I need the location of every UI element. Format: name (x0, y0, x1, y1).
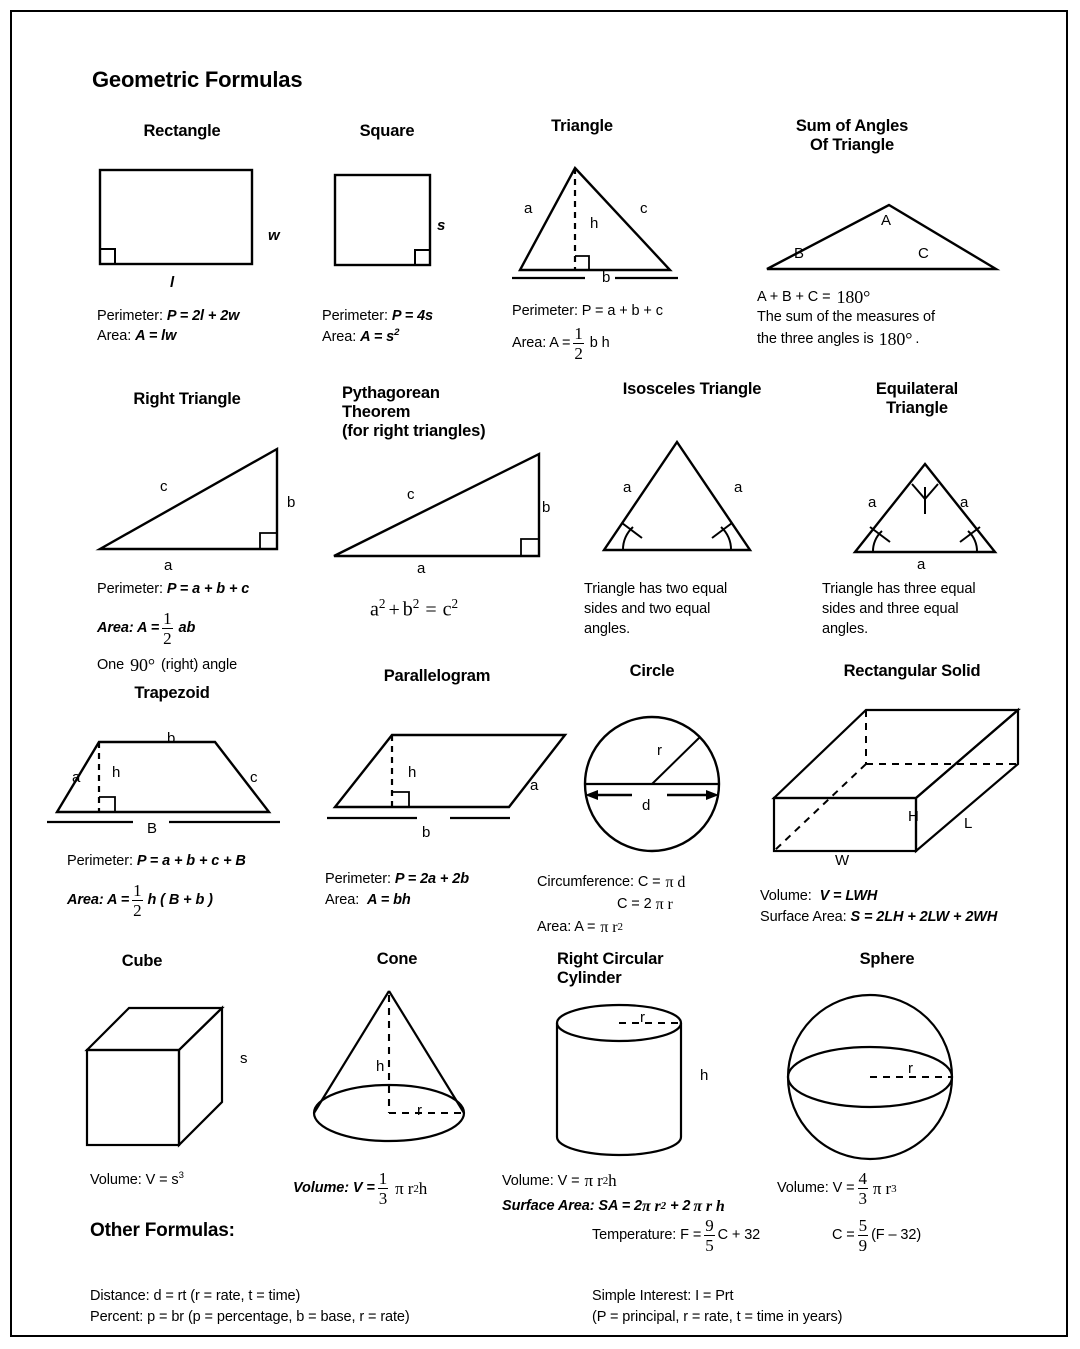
cylinder-volume-exponent: 2 (602, 1174, 609, 1187)
sum-of-angles-note-value: 180° (878, 329, 913, 349)
sphere-volume (777, 1170, 897, 1208)
cone-volume-exponent: 2 (413, 1182, 419, 1195)
sphere-volume-label: Volume: V = (777, 1180, 855, 1197)
square-perimeter-formula: P = 4s (391, 308, 434, 324)
sphere-volume-fraction (857, 1170, 869, 1208)
pythagorean-label-b: b (542, 499, 551, 516)
parallelogram-perimeter (325, 870, 469, 889)
circle-figure (572, 712, 742, 862)
trapezoid-perimeter-formula: P = a + b + c + B (136, 853, 246, 869)
sphere-figure (777, 987, 967, 1167)
cylinder-volume-label: Volume: V = (502, 1172, 580, 1189)
rectangular-solid-heading: Rectangular Solid (843, 662, 981, 680)
equilateral-heading (802, 380, 1032, 418)
circle-circumference2-value: π r (655, 896, 673, 913)
sum-of-angles-note-suffix: . (915, 331, 920, 348)
right-triangle-perimeter-text: Perimeter: (97, 581, 167, 597)
trapezoid-perimeter-text: Perimeter: (67, 853, 137, 869)
rectangle-figure (97, 167, 277, 277)
cylinder-volume-value: π r (584, 1171, 603, 1190)
trapezoid-area-fraction (131, 882, 143, 920)
sum-of-angles-equation-value: 180° (836, 287, 871, 307)
square-area-formula: A = s (360, 328, 395, 345)
rect-solid-sa-formula: S = 2LH + 2LW + 2WH (850, 909, 998, 925)
right-triangle-perimeter (97, 580, 249, 599)
pythagorean-heading (342, 384, 592, 441)
square-area (322, 327, 399, 347)
rectangle-area-formula: A = lw (135, 328, 177, 344)
equilateral-note-3: angles. (822, 621, 869, 637)
right-triangle-area-suffix: ab (178, 620, 196, 637)
cube-volume-exponent: 3 (178, 1170, 184, 1181)
sum-of-angles-heading-line2: Of Triangle (810, 136, 894, 155)
parallelogram-heading: Parallelogram (383, 667, 491, 685)
circle-circumference2-label: C = 2 (617, 895, 652, 912)
pythagorean-heading-line3: (for right triangles) (342, 422, 486, 441)
cube-volume (90, 1170, 184, 1190)
triangle-area-fraction (572, 325, 584, 363)
square-perimeter-label: Perimeter: (322, 308, 388, 324)
right-triangle-frac-numerator: 1 (163, 609, 172, 628)
cylinder-sa-prefix: Surface Area: SA = 2 (502, 1197, 642, 1214)
triangle-area-label: Area: A = (512, 335, 571, 352)
triangle-heading: Triangle (551, 117, 613, 135)
trapezoid-perimeter (67, 852, 246, 871)
cone-label-h: h (376, 1058, 385, 1075)
square-perimeter (322, 307, 433, 326)
equilateral-figure (837, 452, 1027, 562)
right-triangle-area-label: Area: A = (97, 620, 160, 637)
cone-figure (297, 977, 497, 1152)
rectangle-perimeter-formula: P = 2l + 2w (166, 308, 240, 324)
right-triangle-note (97, 654, 237, 678)
triangle-figure (510, 160, 700, 285)
equilateral-note-1: Triangle has three equal (822, 581, 976, 597)
celsius-frac-numerator: 5 (858, 1216, 868, 1235)
temperature-frac-numerator: 9 (705, 1216, 714, 1235)
trapezoid-label-c: c (250, 769, 258, 786)
right-triangle-figure (95, 437, 305, 557)
sphere-frac-numerator: 4 (858, 1169, 867, 1188)
right-triangle-label-a: a (164, 557, 173, 574)
rectangular-solid-volume (760, 887, 877, 906)
square-heading: Square (359, 122, 415, 140)
circle-heading: Circle (629, 662, 675, 680)
distance-formula: Distance: d = rt (r = rate, t = time) (90, 1288, 301, 1304)
right-triangle-perimeter-formula: P = a + b + c (166, 581, 250, 597)
cylinder-volume (502, 1170, 617, 1192)
parallelogram-area-formula: A = bh (363, 892, 411, 908)
pythagorean-eq-plus: + (388, 598, 400, 621)
simple-interest-formula: Simple Interest: I = Prt (592, 1288, 734, 1304)
triangle-perimeter: Perimeter: P = a + b + c (512, 303, 663, 319)
parallelogram-label-b: b (422, 824, 431, 841)
cone-volume-tail: h (418, 1178, 428, 1198)
sum-of-angles-label-C: C (918, 245, 929, 262)
cylinder-sa-tail: + 2 (670, 1197, 691, 1214)
circle-label-r: r (657, 742, 662, 759)
sphere-frac-denominator: 3 (858, 1189, 867, 1208)
pythagorean-eq-b-exp: 2 (412, 596, 420, 611)
pythagorean-eq-c: c (442, 598, 452, 621)
sum-of-angles-heading-line1: Sum of Angles (795, 117, 909, 135)
right-triangle-area (97, 610, 195, 648)
circle-circumference-2 (617, 894, 673, 915)
triangle-label-b: b (602, 269, 611, 286)
circle-circumference-label: Circumference: C = (537, 873, 661, 890)
rectangle-area-label: Area: (97, 328, 132, 344)
right-triangle-label-c: c (160, 478, 168, 495)
sphere-volume-suffix: π r (872, 1178, 892, 1198)
pythagorean-eq-equals: = (425, 598, 437, 621)
trapezoid-area-suffix: h ( B + b ) (147, 892, 213, 909)
celsius-fraction (857, 1217, 869, 1255)
rectangle-heading: Rectangle (143, 122, 221, 140)
cylinder-label-r: r (640, 1009, 645, 1026)
pythagorean-figure (329, 444, 559, 564)
parallelogram-perimeter-formula: P = 2a + 2b (394, 871, 469, 887)
sum-of-angles-label-B: B (794, 245, 805, 262)
circle-area-value: π r (600, 919, 618, 936)
formula-sheet (12, 12, 1070, 1339)
square-area-exponent: 2 (394, 327, 400, 338)
cylinder-heading-line1: Right Circular (557, 950, 664, 968)
pythagorean-eq-a-exp: 2 (378, 596, 386, 611)
cylinder-surface-area (502, 1196, 725, 1217)
celsius-formula (832, 1217, 921, 1255)
rectangle-label-w: w (268, 227, 280, 244)
cone-volume-fraction (377, 1170, 389, 1208)
cylinder-heading (557, 950, 807, 988)
right-triangle-heading: Right Triangle (133, 390, 241, 408)
cylinder-sa-exponent: 2 (660, 1200, 667, 1213)
circle-area-label: Area: A = (537, 918, 596, 935)
isosceles-note-1: Triangle has two equal (584, 581, 728, 597)
trapezoid-frac-numerator: 1 (133, 881, 142, 900)
parallelogram-area-text: Area: (325, 892, 364, 908)
rectangular-solid-label-W: W (835, 852, 850, 869)
cylinder-heading-line2: Cylinder (557, 969, 622, 988)
sphere-heading: Sphere (859, 950, 915, 968)
pythagorean-eq-a: a (370, 598, 379, 621)
pythagorean-label-a: a (417, 560, 426, 577)
rect-solid-volume-formula: V = LWH (819, 888, 878, 904)
parallelogram-perimeter-text: Perimeter: (325, 871, 395, 887)
pythagorean-eq-b: b (402, 598, 413, 621)
pythagorean-label-c: c (407, 486, 415, 503)
right-triangle-frac-denominator: 2 (163, 629, 172, 648)
parallelogram-area (325, 891, 411, 910)
cone-heading: Cone (376, 950, 418, 968)
pythagorean-equation (370, 596, 458, 622)
triangle-label-h: h (590, 215, 599, 232)
cone-frac-denominator: 3 (378, 1189, 388, 1208)
cube-heading: Cube (121, 952, 163, 970)
rectangular-solid-label-H: H (908, 808, 919, 825)
rect-solid-volume-text: Volume: (760, 888, 820, 904)
cone-volume (293, 1170, 427, 1208)
sum-of-angles-note-2 (757, 328, 919, 352)
right-triangle-note-prefix: One (97, 657, 125, 674)
equilateral-label-bottom: a (917, 556, 926, 573)
sum-of-angles-figure (764, 197, 1004, 287)
page-title: Geometric Formulas (92, 67, 303, 92)
isosceles-heading: Isosceles Triangle (622, 380, 762, 398)
trapezoid-area (67, 882, 213, 920)
cone-volume-label: Volume: V = (293, 1180, 375, 1197)
rectangular-solid-label-L: L (964, 815, 973, 832)
celsius-prefix: C = (832, 1227, 855, 1244)
percent-formula: Percent: p = br (p = percentage, b = base, r = rate) (90, 1309, 410, 1325)
cube-label-s: s (240, 1050, 248, 1067)
rect-solid-sa-text: Surface Area: (760, 909, 851, 925)
right-triangle-note-value: 90° (130, 655, 156, 675)
rectangular-solid-figure (760, 702, 1035, 862)
isosceles-figure (582, 430, 782, 560)
triangle-frac-denominator: 2 (574, 344, 583, 363)
trapezoid-label-B: B (147, 820, 158, 837)
equilateral-heading-line2: Triangle (886, 399, 948, 418)
rectangular-solid-surface-area (760, 908, 997, 927)
isosceles-label-right: a (734, 479, 743, 496)
sum-of-angles-label-A: A (881, 212, 892, 229)
equilateral-label-left: a (868, 494, 877, 511)
cylinder-sa-end: π r h (693, 1198, 725, 1215)
cone-frac-numerator: 1 (378, 1169, 388, 1188)
triangle-area-suffix: b h (589, 335, 610, 352)
page-frame (10, 10, 1068, 1337)
triangle-frac-numerator: 1 (574, 324, 583, 343)
celsius-frac-denominator: 9 (858, 1236, 868, 1255)
sum-of-angles-equation (757, 286, 870, 310)
right-triangle-area-fraction (161, 610, 173, 648)
temperature-fraction (703, 1217, 715, 1255)
trapezoid-area-label: Area: A = (67, 892, 130, 909)
square-label-s: s (437, 217, 446, 234)
other-formulas-heading: Other Formulas: (90, 1220, 235, 1241)
sum-of-angles-heading (722, 117, 982, 155)
right-triangle-label-b: b (287, 494, 296, 511)
rectangle-perimeter-label: Perimeter: (97, 308, 163, 324)
temperature-label: Temperature: F = (592, 1227, 702, 1244)
trapezoid-label-b: b (167, 730, 176, 747)
cone-volume-suffix: π r (395, 1178, 414, 1198)
triangle-label-a: a (524, 200, 533, 217)
pythagorean-heading-line1: Pythagorean (342, 384, 440, 402)
temperature-frac-denominator: 5 (705, 1236, 714, 1255)
sphere-label-r: r (908, 1060, 913, 1077)
triangle-area (512, 325, 610, 363)
sum-of-angles-equation-prefix: A + B + C = (757, 289, 831, 306)
circle-area-exponent: 2 (617, 921, 623, 934)
rectangle-area (97, 327, 176, 346)
rectangle-label-l: l (170, 274, 175, 291)
sphere-volume-exponent: 3 (891, 1182, 897, 1195)
trapezoid-frac-denominator: 2 (133, 901, 142, 920)
pythagorean-heading-line2: Theorem (342, 403, 411, 422)
isosceles-note-3: angles. (584, 621, 631, 637)
equilateral-label-right: a (960, 494, 969, 511)
circle-label-d: d (642, 797, 651, 814)
square-area-label: Area: (322, 328, 357, 345)
temperature-suffix: C + 32 (717, 1227, 761, 1244)
trapezoid-heading: Trapezoid (134, 684, 210, 702)
cone-label-r: r (417, 1102, 422, 1119)
cube-volume-prefix: Volume: V = s (90, 1171, 179, 1188)
circle-circumference-value: π d (665, 874, 686, 891)
equilateral-note-2: sides and three equal (822, 601, 959, 617)
cylinder-label-h: h (700, 1067, 709, 1084)
pythagorean-eq-c-exp: 2 (451, 596, 459, 611)
circle-circumference (537, 872, 685, 893)
trapezoid-label-a: a (72, 769, 81, 786)
cube-figure (77, 997, 257, 1157)
cylinder-volume-tail: h (608, 1171, 617, 1190)
equilateral-heading-line1: Equilateral (875, 380, 959, 398)
circle-area (537, 917, 623, 938)
celsius-suffix: (F – 32) (871, 1227, 922, 1244)
sum-of-angles-note-prefix: the three angles is (757, 331, 874, 348)
right-triangle-note-suffix: (right) angle (161, 657, 238, 674)
isosceles-note-2: sides and two equal (584, 601, 711, 617)
isosceles-label-left: a (623, 479, 632, 496)
simple-interest-note: (P = principal, r = rate, t = time in years) (592, 1309, 843, 1325)
parallelogram-label-a: a (530, 777, 539, 794)
rectangle-perimeter (97, 307, 239, 326)
sum-of-angles-note-1: The sum of the measures of (757, 309, 935, 325)
cylinder-sa-mid: π r (641, 1198, 661, 1215)
trapezoid-label-h: h (112, 764, 121, 781)
triangle-label-c: c (640, 200, 648, 217)
temperature-formula (592, 1217, 760, 1255)
parallelogram-label-h: h (408, 764, 417, 781)
